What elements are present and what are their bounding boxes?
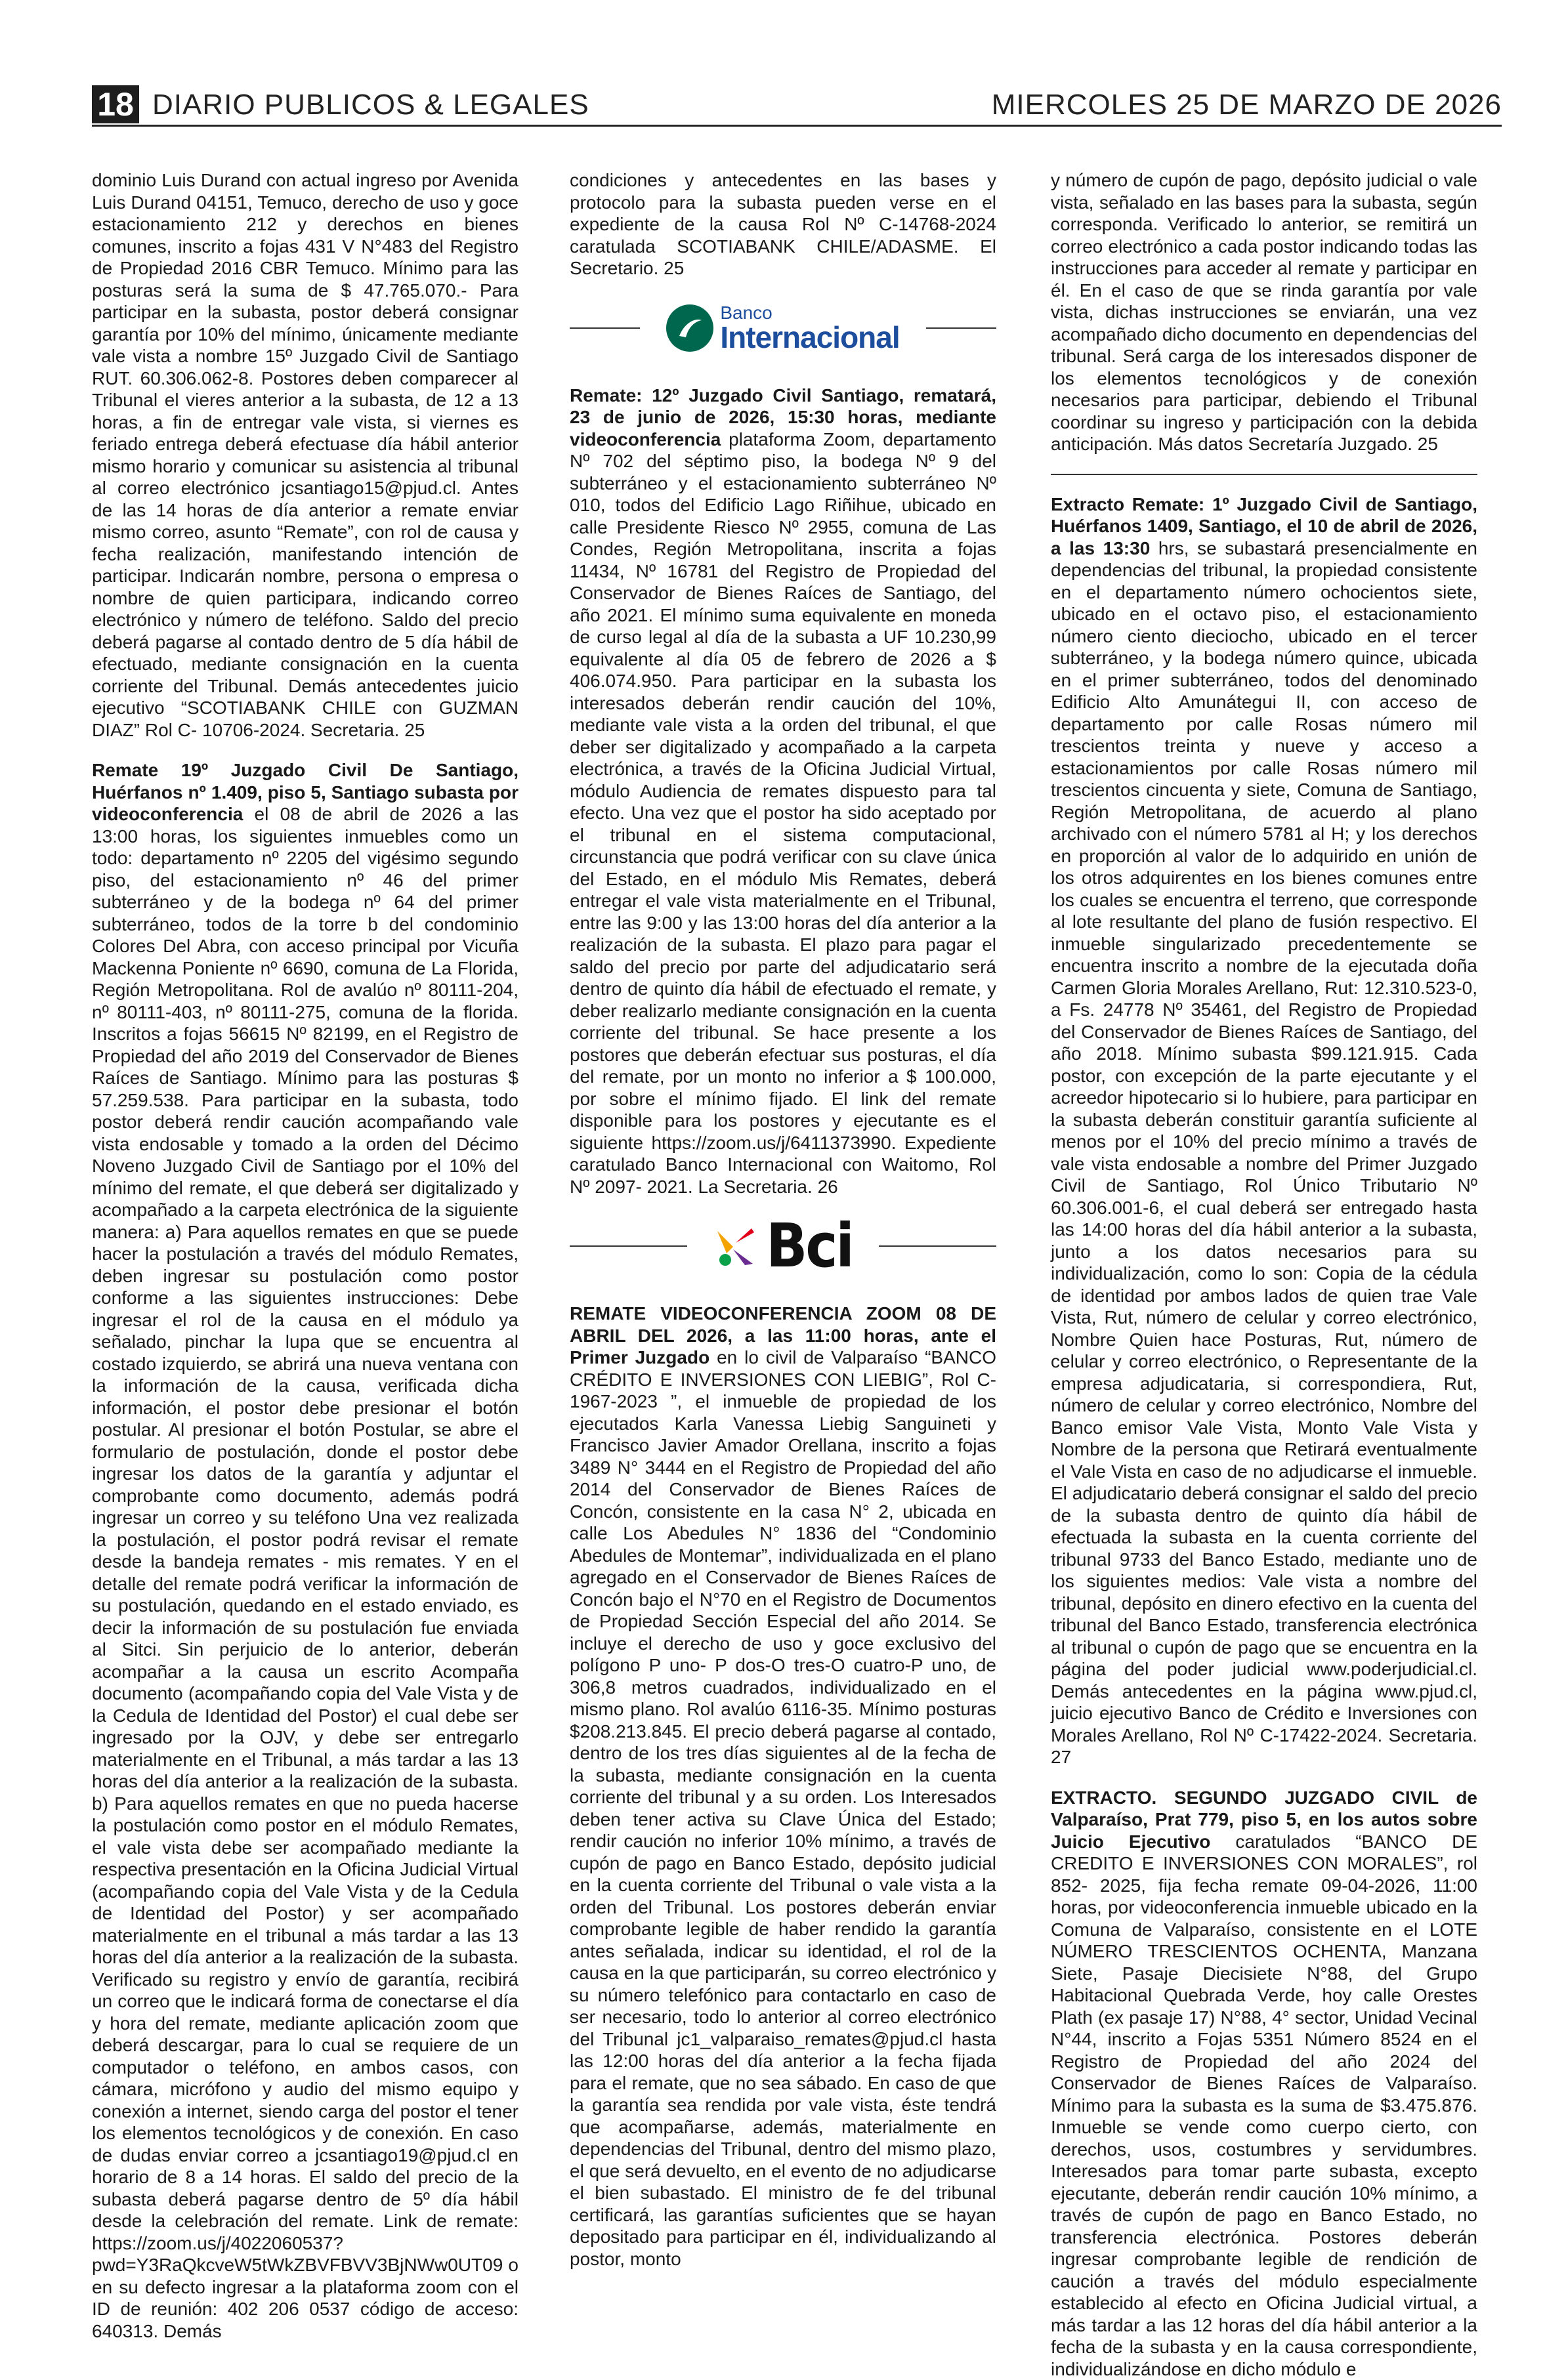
notice-text: y número de cupón de pago, depósito judicial o vale vista, señalado en las bases para la subasta, según corresponda. Verificado lo anterior, se remitirá un correo electrónico a cada postor indicando todas las instrucciones para acceder al remate y participar en él. En el caso de que se rinda garantía por vale vista, dichas instrucciones se enviarán, una vez acompañado dicho documento en dependencias del tribunal. Será carga de los interesados disponer de los elementos tecnológicos y de conexión necesarios para participar, debiendo el Tribunal coordinar su ingreso y participación con la debida anticipación. Más datos Secretaría Juzgado. 25 — [1051, 169, 1477, 455]
notice-text: plataforma Zoom, departamento Nº 702 del séptimo piso, la bodega Nº 9 del subterráneo y el estacionamiento subterráneo Nº 010, todos del Edificio Lago Riñihue, ubicado en calle Presidente Riesco Nº 2955, comuna de Las Condes, Región Metropolitana, inscrita a fojas 11434, Nº 16781 del Registro de Propiedad del Conservador de Bienes Raíces de Santiago, del año 2021. El mínimo suma equivalente en moneda de curso legal al día de la subasta a UF 10.230,99 equivalente al día 05 de febrero de 2026 a $ 406.074.950. Para participar en la subasta los interesados deberán rendir caución del 10%, mediante vale vista a la orden del tribunal, el que deber ser digitalizado y acompañado a la carpeta electrónica, a través de la Oficina Judicial Virtual, módulo Audiencia de remates dispuesto para tal efecto. Una vez que el postor ha sido aceptado por el tribunal en el sistema computacional, circunstancia que podrá verificar con su clave única del Estado, en el módulo Mis Remates, deberá entregar el vale vista materialmente en el Tribunal, entre las 9:00 y las 13:00 horas del día anterior a la realización de la subasta. El plazo para pagar el saldo del precio por parte del adjudicatario será dentro de quinto día hábil de efectuado el remate, y deber realizarlo mediante consignación en la cuenta corriente del tribunal. Se hace presente a los postores que deberán efectuar sus posturas, el día del remate, por un monto no inferior a $ 100.000, por sobre el mínimo fijado. El link del remate disponible para los postores y ejecutante es el siguiente https://zoom.us/j/6411373990. Expediente caratulado Banco Internacional con Waitomo, Rol Nº 2097- 2021. La Secretaria. 26 — [570, 429, 996, 1197]
page-header — [92, 84, 1502, 127]
notice-heading: EXTRACTO. SEGUNDO JUZGADO CIVIL de Valparaíso, Prat 779, piso 5, en los autos sobre Juicio Ejecutivo — [1051, 1787, 1477, 1852]
notice-text: el 08 de abril de 2026 a las 13:00 horas, los siguientes inmuebles como un todo: departamento nº 2205 del vigésimo segundo piso, del estacionamiento nº 46 del primer subterráneo y de la bodega nº 64 del primer subterráneo, todos de la torre b del condominio Colores Del Abra, con acceso principal por Vicuña Mackenna Poniente nº 6690, comuna de La Florida, Región Metropolitana. Rol de avalúo nº 80111-204, nº 80111-403, nº 80111-275, comuna de la florida. Inscritos a fojas 56615 Nº 82199, en el Registro de Propiedad del año 2019 del Conservador de Bienes Raíces de Santiago. Mínimo para las posturas $ 57.259.538. Para participar en la subasta, todo postor deberá rendir caución acompañando vale vista endosable y tomado a la orden del Décimo Noveno Juzgado Civil de Santiago por el 10% del mínimo del remate, el que deberá ser digitalizado y acompañado a la carpeta electrónica de la siguiente manera: a) Para aquellos remates en que se puede hacer la postulación a través del módulo Remates, deben ingresar su postulación como postor conforme a las siguientes instrucciones: Debe ingresar el rol de la causa en el módulo ya señalado, pinchar la lupa que se encuentra al costado izquierdo, se abrirá una nueva ventana con la información de la causa, verificada dicha información, el postor debe presionar el botón postular. Al presionar el botón Postular, se abre el formulario de postulación, donde el postor debe ingresar los datos de la garantía y adjuntar el comprobante como documento, además podrá ingresar un correo y su teléfono Una vez realizada la postulación, el postor podrá revisar el remate desde la bandeja remates - mis remates. Y en el detalle del remate podrá verificar la información de su postulación, quedando en el estado enviado, es decir la información de su postulación fue enviada al Sitci. Sin perjuicio de lo anterior, deberán acompañar a la causa un escrito Acompaña documento (acompañando copia del Vale Vista y de la Cedula de Identidad del Postor) el cual debe ser ingresado por la OJV, y debe ser entregarlo materialmente en el Tribunal, a más tardar a las 13 horas del día anterior a la realización de la subasta. b) Para aquellos remates en que no pueda hacerse la postulación como postor en el módulo Remates, el vale vista debe ser acompañado mediante la respectiva presentación en la Oficina Judicial Virtual (acompañando copia del Vale Vista y de la Cedula de Identidad del Postor) y ser acompañado materialmente en el tribunal a más tardar a las 13 horas del día anterior a la realización de la subasta. Verificado su registro y envío de garantía, recibirá un correo que le indicará forma de conectarse el día y hora del remate, mediante aplicación zoom que deberá descargar, para lo cual se requiere de un computador o teléfono, en ambos casos, con cámara, micrófono y audio del mismo equipo y conexión a internet, siendo carga del postor el tener los elementos tecnológicos y de conexión. En caso de dudas enviar correo a jcsantiago19@pjud.cl en horario de 8 a 14 horas. El saldo del precio de la subasta deberá pagarse dentro de 5º día hábil desde la celebración del remate. Link de remate: https://zoom.us/j/4022060537?pwd=Y3RaQkcveW5tWkZBVFBVV3BjNWw0UT09 o en su defecto ingresar a la plataforma zoom con el ID de reunión: 402 206 0537 código de acceso: 640313. Demás — [92, 804, 518, 2341]
page-number: 18 — [92, 85, 139, 123]
publication-title: DIARIO PUBLICOS & LEGALES — [152, 87, 589, 123]
banco-internacional-logo-row — [570, 298, 996, 358]
notice-text: condiciones y antecedentes en las bases y protocolo para la subasta pueden verse en el expediente de la causa Rol Nº C-14768-2024 caratulada SCOTIABANK CHILE/ADASME. El Secretario. 25 — [570, 169, 996, 280]
notice-text: dominio Luis Durand con actual ingreso por Avenida Luis Durand 04151, Temuco, derecho de uso y goce estacionamiento 212 y derechos en bienes comunes, inscrito a fojas 431 V N°483 del Registro de Propiedad 2016 CBR Temuco. Mínimo para las posturas será la suma de $ 47.765.070.- Para participar en la subasta, postor deberá consignar garantía por 10% del mínimo, únicamente mediante vale vista a nombre 15º Juzgado Civil de Santiago RUT. 60.306.062-8. Postores deben comparecer al Tribunal el vieres anterior a la subasta, de 12 a 13 horas, a fin de entregar vale vista, si viernes es feriado entrega deberá efectuase día hábil anterior mismo horario y comunicar su asistencia al tribunal al correo electrónico jcsantiago15@pjud.cl. Antes de las 14 horas de día anterior a remate enviar mismo correo, asunto “Remate”, con rol de causa y fecha realización, manifestando intención de participar. Indicarán nombre, persona o empresa o nombre de quien participara, indicando correo electrónico y número de teléfono. Saldo del precio deberá pagarse al contado dentro de 5 día hábil de efectuado, mediante consignación en la cuenta corriente del Tribunal. Demás antecedentes juicio ejecutivo “SCOTIABANK CHILE con GUZMAN DIAZ” Rol C- 10706-2024. Secretaria. 25 — [92, 169, 518, 741]
bci-emblem-icon — [713, 1223, 759, 1269]
notice-heading: Remate 19º Juzgado Civil De Santiago, Huérfanos nº 1.409, piso 5, Santiago subasta por videoconferencia — [92, 760, 518, 824]
notice — [1051, 493, 1477, 1768]
divider — [570, 1245, 687, 1247]
column-3 — [1051, 169, 1477, 2269]
notice-heading: Extracto Remate: 1º Juzgado Civil de Santiago, Huérfanos 1409, Santiago, el 10 de abril de 2026, a las 13:30 — [1051, 494, 1477, 558]
column-1 — [92, 169, 518, 2269]
publication-date: MIERCOLES 25 DE MARZO DE 2026 — [992, 87, 1502, 123]
bci-wordmark: Bci — [766, 1216, 852, 1276]
divider — [1051, 474, 1477, 475]
notice-text: hrs, se subastará presencialmente en dependencias del tribunal, la propiedad consistente en el departamento número ochocientos siete, ubicado en el octavo piso, el estacionamiento número ciento dieciocho, ubicado en el tercer subterráneo, y la bodega número quince, ubicada en el primer subterráneo, todos del denominado Edificio Alto Amunátegui II, con acceso de departamento por calle Rosas número mil trescientos treinta y nueve y acceso a estacionamientos por calle Rosas número mil trescientos cincuenta y siete, Comuna de Santiago, Región Metropolitana, de acuerdo al plano archivado con el número 5781 al H; y los derechos en proporción al valor de lo adquirido en unión de los otros adquirentes en los bienes comunes entre los cuales se encuentra el terreno, que corresponde al lote resultante del plano de fusión respectivo. El inmueble singularizado precedentemente se encuentra inscrito a nombre de la ejecutada doña Carmen Gloria Morales Arellano, Rut: 12.310.523-0, a Fs. 24778 Nº 35461, del Registro de Propiedad del Conservador de Bienes Raíces de Santiago, del año 2018. Mínimo subasta $99.121.915. Cada postor, con excepción de la parte ejecutante y el acreedor hipotecario si lo hubiere, para participar en la subasta deberán constituir garantía suficiente al menos por el 10% del precio mínimo a través de vale vista endosable a nombre del Primer Juzgado Civil de Santiago, Rol Único Tributario Nº 60.306.001-6, el cual deberá ser entregado hasta las 14:00 horas del día hábil anterior a la subasta, junto a los datos necesarios para su individualización, como lo son: Copia de la cédula de identidad por ambos lados de quien trae Vale Vista, Rut, número de celular y correo electrónico, Nombre Quien hace Posturas, Rut, número de celular y correo electrónico, o Representante de la empresa adjudicataria, si correspondiera, Rut, número de celular y correo electrónico, Nombre del Banco emisor Vale Vista, Monto Vale Vista y Nombre de la persona que Retirará eventualmente el Vale Vista en caso de no adjudicarse el inmueble. El adjudicatario deberá consignar el saldo del precio de la subasta dentro de quinto día hábil de efectuada la subasta en la cuenta corriente del tribunal 9733 del Banco Estado, mediante uno de los siguientes medios: Vale vista a nombre del tribunal, depósito en dinero efectivo en la cuenta del tribunal del Banco Estado, transferencia electrónica al tribunal o cupón de pago que se encuentra en la página del poder judicial www.poderjudicial.cl. Demás antecedentes en la página www.pjud.cl, juicio ejecutivo Banco de Crédito e Inversiones con Morales Arellano, Rol Nº C-17422-2024. Secretaria. 27 — [1051, 538, 1477, 1768]
banco-internacional-emblem-icon — [666, 304, 713, 352]
bci-logo-row — [570, 1216, 996, 1276]
logo-text-small: Banco — [720, 304, 899, 322]
notice-text: en lo civil de Valparaíso “BANCO CRÉDITO E INVERSIONES CON LIEBIG”, Rol C-1967-2023 ”, el inmueble de propiedad de los ejecutados Karla Vanessa Liebig Sanguineti y Francisco Javier Amador Orellana, inscrito a fojas 3489 N° 3444 en el Registro de Propiedad del año 2014 del Conservador de Bienes Raíces de Concón, consistente en la casa N° 2, ubicada en calle Los Abedules N° 1836 del “Condominio Abedules de Montemar”, individualizada en el plano agregado en el Conservador de Bienes Raíces de Concón bajo el N°70 en el Registro de Documentos de Propiedad Sección Especial del año 2014. Se incluye el derecho de uso y goce exclusivo del polígono P uno- P dos-O tres-O cuatro-P uno, de 306,8 metros cuadrados, individualizado en el mismo plano. Rol avalúo 6116-35. Mínimo posturas $208.213.845. El precio deberá pagarse al contado, dentro de los tres días siguientes al de la fecha de la subasta, mediante consignación en la cuenta corriente del tribunal y a su orden. Los Interesados deben tener activa su Clave Única del Estado; rendir caución no inferior 10% mínimo, a través de cupón de pago en Banco Estado, depósito judicial en la cuenta corriente del Tribunal o vale vista a la orden del Tribunal. Los postores deberán enviar comprobante legible de haber rendido la garantía antes señalada, indicar su identidad, el rol de la causa en la que participarán, su correo electrónico y su número telefónico para contactarlo en caso de ser necesario, todo lo anterior al correo electrónico del Tribunal jc1_valparaiso_remates@pjud.cl hasta las 12:00 horas del día anterior a la fecha fijada para el remate, que no sea sábado. En caso de que la garantía sea rendida por vale vista, éste tendrá que acompañarse, además, materialmente en dependencias del Tribunal, dentro del mismo plazo, el que será devuelto, en el evento de no adjudicarse el bien subastado. El ministro de fe del tribunal certificará, las garantías suficientes que se hayan depositado para participar en él, individualizando al postor, monto — [570, 1347, 996, 2269]
banco-internacional-logo — [666, 304, 899, 352]
notice-heading: REMATE VIDEOCONFERENCIA ZOOM 08 DE ABRIL DEL 2026, a las 11:00 horas, ante el Primer Juzgado — [570, 1303, 996, 1367]
bci-logo — [713, 1216, 852, 1276]
notice-heading: Remate: 12º Juzgado Civil Santiago, rematará, 23 de junio de 2026, 15:30 horas, mediante videoconferencia — [570, 385, 996, 449]
logo-text-large: Internacional — [720, 322, 899, 352]
divider — [926, 327, 996, 329]
notice-text: caratulados “BANCO DE CREDITO E INVERSIONES CON MORALES”, rol 852- 2025, fija fecha remate 09-04-2026, 11:00 horas, por videoconferencia inmueble ubicado en la Comuna de Valparaíso, consistente en el LOTE NÚMERO TRESCIENTOS OCHENTA, Manzana Siete, Pasaje Diecisiete N°88, del Grupo Habitacional Quebrada Verde, hoy calle Orestes Plath (ex pasaje 17) N°88, 4° sector, Unidad Vecinal N°44, inscrito a Fojas 5351 Número 8524 en el Registro de Propiedad del año 2024 del Conservador de Bienes Raíces de Valparaíso. Mínimo para la subasta es la suma de $3.475.876. Inmueble se vende como cuerpo cierto, con derechos, usos, costumbres y servidumbres. Interesados para tomar parte subasta, excepto ejecutante, deberán rendir caución 10% mínimo, a través de cupón de pago en Banco Estado, no transferencia electrónica. Postores deberán ingresar comprobante legible de rendición de caución a través del módulo especialmente establecido al efecto en Oficina Judicial virtual, a más tardar a las 12 horas del día hábil anterior a la fecha de la subasta y en la causa correspondiente, individualizándose en dicho módulo e — [1051, 1831, 1477, 2379]
notice — [570, 1303, 996, 2270]
column-2 — [570, 169, 996, 2269]
notice — [92, 759, 518, 2342]
divider — [570, 327, 640, 329]
notice — [1051, 1787, 1477, 2380]
divider — [879, 1245, 996, 1247]
notice — [570, 385, 996, 1198]
